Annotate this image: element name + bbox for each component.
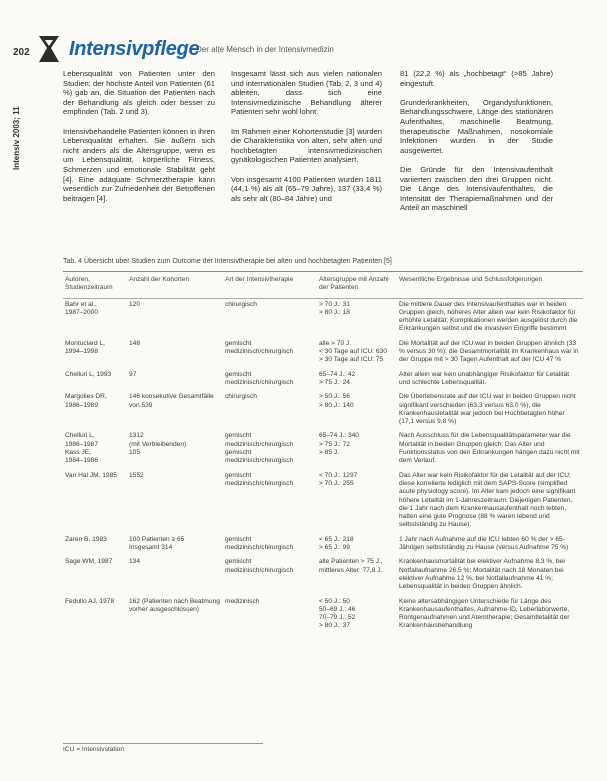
table-row <box>63 391 583 430</box>
table-cell: 100 Patienten ≥ 65 Insgesamt 314 <box>129 535 185 552</box>
paragraph: Grunderkrankheiten, Organdysfunktionen, Behandlungsschwere, Länge des stationären Aufenthaltes, maschinelle Beatmung, therapeutische Maßnahmen, nosokomiale Infektionen wurden in der Studie ausgewertet. <box>400 97 553 155</box>
table-cell: gemischt medizinisch/chirurgisch <box>225 339 294 356</box>
table-row <box>63 556 583 595</box>
table-cell: 65–74 J.: 340 > 75 J.: 72 > 85 J. <box>319 432 359 457</box>
table-row <box>63 298 583 338</box>
table-cell: < 50 J.: 50 50–69 J.: 46 70–79 J.: 52 > 80 J.: 37 <box>319 597 356 630</box>
table-cell: 162 (Patienten nach Beatmung vorher ausgeschlossen) <box>129 597 220 613</box>
paragraph: 81 (22,2 %) als „hochbetagt“ (>85 Jahre) eingestuft. <box>400 69 553 88</box>
page-header <box>0 34 607 64</box>
table-cell: 65–74 J.: 42 > 75 J.: 24 <box>319 370 356 386</box>
paragraph: Von insgesamt 4100 Patienten wurden 1811 (44,1 %) als alt (65–79 Jahre), 137 (33,4 %) als sehr alt (80–84 Jahre) und <box>231 174 382 203</box>
table-cell: 148 <box>129 339 141 347</box>
page-number: 202 <box>13 47 30 58</box>
column-header: Autoren, Studienzeitraum <box>63 275 127 298</box>
table-cell: 1552 <box>129 471 144 479</box>
table-row <box>63 369 583 392</box>
table-cell: Die Überlebensrate auf der ICU war in beiden Gruppen nicht signifikant verschieden (63,3 versus 63,0 %), die Krankenhausletalität war jedoch bei Hochbetagten höher (17,1 versus 9,8 %) <box>399 393 576 426</box>
table-cell: 1 Jahr nach Aufnahme auf die ICU lebten 60 % der > 65-Jährigen selbstständig zu Hause (versus Aufnahme 75 %) <box>399 535 569 552</box>
table-cell: Krankenhausmortalität bei elektiver Aufnahme 8,3 %, bei Notfallaufnahme 26,5 %; Mortalität nach 18 Monaten bei elektiver Aufnahme 12 %, bei Notfallaufnahme 41 %; Lebensqualität in beiden Gruppen ähnlich. <box>399 558 565 591</box>
table-cell: gemischt medizinisch/chirurgisch <box>225 471 294 487</box>
table-cell: gemischt medizinisch/chirurgisch <box>225 370 294 386</box>
table-cell: Montuclard L, 1994–1998 <box>65 339 105 356</box>
table-row <box>63 338 583 369</box>
column-header: Art der Intensivtherapie <box>223 275 317 298</box>
table-cell: 134 <box>129 558 141 566</box>
paragraph: Im Rahmen einer Kohortenstudie [3] wurden die Charakteristika von alten, sehr alten und hochbetagten intensivmedizinischen gynäkologischen Patienten analysiert. <box>231 126 382 165</box>
table-cell: alle > 70 J. < 30 Tage auf ICU: 630 > 30 Tage auf ICU: 75 <box>319 339 387 364</box>
table-cell: 97 <box>129 370 137 378</box>
table-header-row <box>63 275 583 298</box>
paragraph: Die Gründe für den Intensivaufenthalt variierten zwischen den drei Gruppen nicht. Die Länge des Intensivaufenthaltes, die Intensität der Therapiemaßnahmen und der Anteil an maschinell <box>400 164 553 213</box>
table-cell: gemischt medizinisch/chirurgisch gemischt medizinisch/chirurgisch <box>225 432 294 465</box>
paragraph: Lebensqualität von Patienten unter den Studien; der höchste Anteil von Patienten (61 %) gab an, die Situation der Patienten nach der Behandlung als gleich oder besser zu empfinden (Tab. 2 und 3). <box>63 69 215 117</box>
column-header: Altersgruppe mit Anzahl der Patienten <box>317 275 397 298</box>
table-cell: 120 <box>129 300 141 308</box>
paragraph: Insgesamt lässt sich aus vielen nationalen und internationalen Studien (Tab. 2, 3 und 4) ableiten, dass sich eine Intensivmedizinische Behandlung älterer Patienten sehr wohl lohnt. <box>231 69 382 117</box>
paragraph: Intensivbehandelte Patienten können in ihren Lebensqualität erhalten. Sie äußern sich nicht anders als die Altersgruppe, wenn es um Lebensqualität, körperliche Fitness, Schmerzen und emotionale Stabilität geht [4]. Eine adäquate Schmerztherapie kann wesentlich zur Zufriedenheit der Betroffenen beitragen [4]. <box>63 126 215 203</box>
table-cell: Van Hal JM, 1985 <box>65 471 117 479</box>
table-cell: Chelluri L, 1986–1987 Kass JE, 1984–1986 <box>65 432 99 465</box>
table-row <box>63 534 583 557</box>
sidebar-citation-text: Intensiv 2003; 11 <box>12 106 21 170</box>
column-header: Anzahl der Kohorten <box>127 275 223 298</box>
table-cell: chirurgisch <box>225 300 257 308</box>
table-cell: gemischt medizinisch/chirurgisch <box>225 558 294 574</box>
table-row <box>63 470 583 534</box>
table-cell: 146 konsekutive Gesamtfälle von 539 <box>129 393 214 409</box>
table-cell: alle Patienten > 75 J., mittleres Alter: 77,8 J. <box>319 558 383 574</box>
table-cell: Bahr et al., 1987–2000 <box>65 300 99 316</box>
table-cell: chirurgisch <box>225 393 257 401</box>
table-cell: Margolies DR, 1986–1989 <box>65 393 107 409</box>
column-header: Wesentliche Ergebnisse und Schlussfolgerungen <box>397 275 583 298</box>
sidebar-citation <box>12 82 24 172</box>
table-cell: Die Mortalität auf der ICU war in beiden Gruppen ähnlich (33 % versus 30 %); die Gesamtmortalität im Krankenhaus war in der Gruppe mit > 30 Tagen Aufenthalt auf der ICU 47 % <box>399 339 579 364</box>
table-cell: > 70 J.: 31 > 80 J.: 18 <box>319 300 350 316</box>
table-footnote: ICU = Intensivstation <box>63 743 263 753</box>
table-cell: Nach Ausschluss für die Lebensqualitätsparameter war die Mortalität in beiden Gruppen gleich; Das Alter und Funktionsstatus von den Erkrankungen hängen dazu nicht mit dem Verlauf. <box>399 432 580 465</box>
journal-logo-icon <box>36 34 62 64</box>
studies-table <box>63 275 583 635</box>
section-subtitle: Der alte Mensch in der Intensivmedizin <box>196 45 334 54</box>
table-top-rule <box>63 271 583 272</box>
table-cell: < 70 J.: 1297 > 70 J.: 255 <box>319 471 358 487</box>
text-column-3 <box>400 69 553 223</box>
table-cell: Zaren B, 1983 <box>65 535 107 543</box>
table-cell: Fedullo AJ, 1978 <box>65 597 115 605</box>
table-caption: Tab. 4 Übersicht über Studien zum Outcome der Intensivtherapie bei alten und hochbetagten Patienten [5] <box>63 258 392 265</box>
table-row <box>63 430 583 469</box>
table-cell: Alter allein war kein unabhängiger Risikofaktor für Letalität und schlechte Lebensqualität. <box>399 370 570 386</box>
table-cell: medizinisch <box>225 597 260 605</box>
table-cell: gemischt medizinisch/chirurgisch <box>225 535 294 552</box>
table-cell: < 65 J.: 218 > 65 J.: 99 <box>319 535 354 552</box>
table-cell: Chelluri L, 1993 <box>65 370 112 378</box>
table-row <box>63 596 583 635</box>
table-cell: Das Alter war kein Risikofaktor für die Letalität auf der ICU; diese korrelierte lediglich mit dem SAPS-Score (simplified acute physiology score). Im Alter kam jedoch eine signifikant höhere Letalität im 1-Jahreszeitraum. Diejenigen Patienten, die 1 Jahr nach dem Krankenhausaufenthalt noch lebten, hatten eine gute Prognose (88 % waren lebend und selbstständig zu Hause). <box>399 471 576 529</box>
table-cell: Keine altersabhängigen Unterschiede für Länge des Krankenhausaufenthaltes, Aufnahme-ID, Leberlaborwerte, Röntgenaufnahmen und Atemtherapie; Gesamtletalität der Krankenhausbehandlung <box>399 597 570 630</box>
text-column-1 <box>63 69 215 213</box>
table-cell: Die mittlere Dauer des Intensivaufenthaltes war in beiden Gruppen gleich, höheres Alter allein war kein Risikofaktor für erhöhte Letalität; Komplikationen werden ausgelöst durch die Erkrankungen selbst und die invasiven Eingriffe bestimmt <box>399 300 578 333</box>
journal-title: Intensivpflege <box>69 38 200 60</box>
table-cell: > 50 J.: 56 > 80 J.: 140 <box>319 393 354 409</box>
text-column-2 <box>231 69 382 213</box>
table-cell: 1312 (mit Verbleibenden) 105 <box>129 432 187 457</box>
table-cell: Sage WM, 1987 <box>65 558 113 566</box>
